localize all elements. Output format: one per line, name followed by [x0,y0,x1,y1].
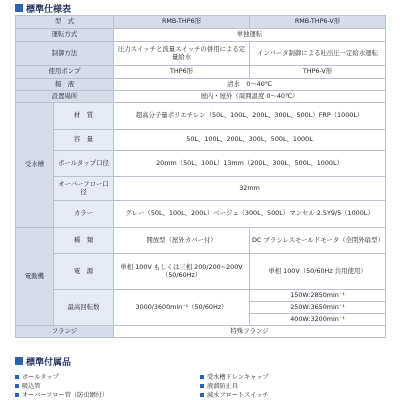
operation-label: 運転方式 [16,29,114,42]
bullet-icon [200,384,204,388]
square-bullet-icon [15,4,23,12]
table-row [16,254,386,290]
control-b: インバータ制御による吐出圧一定給水運転 [250,42,386,66]
model-b: RMB-THP6-V形 [250,16,386,29]
list-item [15,390,385,399]
rpm-b-2: 250W:3650min⁻¹ [250,302,386,314]
model-a: RMB-THP6形 [114,16,250,29]
kind-a: 開放型（屋外カバー付） [114,228,250,254]
rpm-label: 最高回転数 [54,290,114,326]
bullet-icon [15,375,19,379]
table-row [16,326,386,338]
bullet-icon [15,384,19,388]
power-label: 電 源 [54,254,114,290]
list-item [15,372,385,381]
color-value: グレー（50L、100L、200L）ベージュ（300L、500L）マンセル 2.5Y9/5（1000L） [114,201,386,228]
capacity-value: 50L、100L、200L、300L、500L、1000L [114,130,386,151]
power-a: 単相 100V もしくは三相 200/200~200V（50/60Hz） [114,254,250,290]
power-b: 単相 100V（50/60Hz 共用使用） [250,254,386,290]
accessory-text: オーバーフロー管（防虫網付） [22,392,109,399]
rpm-b-3: 400W:3200min⁻¹ [250,314,386,326]
table-row [16,66,386,79]
table-row [16,130,386,151]
pump-b: THP6-V形 [250,66,386,79]
table-row [16,103,386,130]
accessory-text: ボールタップ [22,374,59,381]
pump-label: 使用ポンプ [16,66,114,79]
material-value: 超高分子量ポリエチレン（50L、100L、200L、300L、500L）FRP（1000L） [114,103,386,130]
color-label: カラー [54,201,114,228]
list-item [15,381,385,390]
accessory-text: 減水フロートスイッチ [207,392,269,399]
tank-label: 受水槽 [16,103,54,228]
flange-value: 特殊フランジ [114,326,386,338]
accessory-text: 吸込管 [22,383,41,390]
table-row [16,290,386,302]
spec-section-title [15,1,71,15]
location-value: 屋内・屋外（周囲温度 0～40℃） [114,91,386,103]
accessory-text: 液溜防止具 [207,383,238,390]
type-label: 型 式 [16,16,114,29]
control-a: 圧力スイッチと流量スイッチの併用による定量給水 [114,42,250,66]
overflow-value: 32mm [114,177,386,201]
balltap-label: ボールタップ口径 [54,151,114,177]
table-row [16,29,386,42]
table-row [16,16,386,29]
table-row [16,177,386,201]
rpm-a: 3000/3600min⁻¹（50/60Hz） [114,290,250,326]
liquid-label: 揚 液 [16,79,114,91]
flange-label: フランジ [16,326,114,338]
spec-title-text: 標準仕様表 [26,4,72,15]
balltap-value: 20mm（50L、100L）13mm（200L、300L、500L、1000L） [114,151,386,177]
accessories-title-text: 標準付属品 [26,357,72,368]
operation-value: 単独運転 [114,29,386,42]
material-label: 材 質 [54,103,114,130]
table-row [16,91,386,103]
location-label: 設置場所 [16,91,114,103]
kind-label: 種 類 [54,228,114,254]
accessories-list [15,372,385,399]
table-row [16,228,386,254]
liquid-value: 清水 0～40℃ [114,79,386,91]
accessories-section-title [15,354,71,368]
overflow-label: オーバーフロー口径 [54,177,114,201]
spec-table [15,15,386,338]
square-bullet-icon [15,357,23,365]
table-row [16,79,386,91]
pump-a: THP6形 [114,66,250,79]
table-row [16,201,386,228]
accessory-text: 受水槽ドレンキャップ [207,374,269,381]
bullet-icon [200,393,204,397]
capacity-label: 容 量 [54,130,114,151]
kind-b: DC ブラシレスモールドモータ（全閉外扇型） [250,228,386,254]
control-label: 制御方法 [16,42,114,66]
motor-label: 電動機 [16,228,54,326]
rpm-b-1: 150W:2850min⁻¹ [250,290,386,302]
table-row [16,42,386,66]
table-row [16,151,386,177]
bullet-icon [15,393,19,397]
bullet-icon [200,375,204,379]
